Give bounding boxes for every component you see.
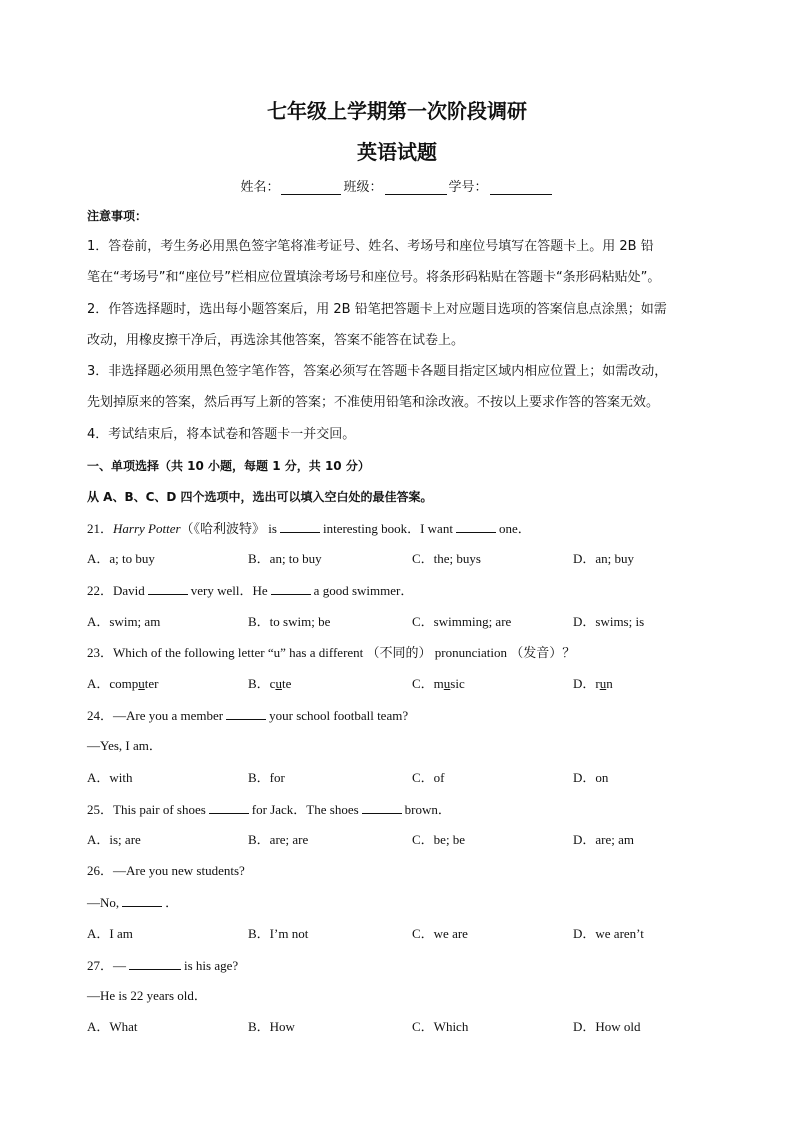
q25-blank-1 [209, 799, 249, 814]
q27-text-2: is his age? [184, 958, 239, 973]
q22-text-1: 22．David [87, 583, 145, 598]
exam-title: 七年级上学期第一次阶段调研 [267, 99, 527, 123]
note-4: 4．考试结束后，将本试卷和答题卡一并交回。 [87, 427, 356, 442]
note-1-line-2: 笔在“考场号”和“座位号”栏相应位置填涂考场号和座位号。将条形码粘贴在答题卡“条形码粘贴处”。 [87, 270, 661, 285]
q27-blank [129, 955, 181, 970]
question-24 [87, 705, 717, 726]
q21-option-d[interactable]: D．an; buy [573, 551, 635, 566]
q25-text-2: for Jack．The shoes [251, 802, 359, 817]
q26-answer-line [87, 892, 717, 913]
q23-c-post: sic [450, 676, 465, 691]
q23-c-pre: C．m [412, 676, 444, 691]
q24-text-1: 24．—Are you a member [87, 708, 224, 723]
q25-options [87, 830, 687, 850]
q26-text-2: ． [165, 895, 179, 910]
note-1-line-1: 1．答卷前，考生务必用黑色签字笔将准考证号、姓名、考场号和座位号填写在答题卡上。用 2B 铅 [87, 239, 654, 254]
q23-option-c[interactable] [412, 674, 465, 694]
q24-option-c[interactable]: C．of [412, 770, 445, 785]
q24-options [87, 768, 687, 788]
section-title: 一、单项选择（共 10 小题，每题 1 分，共 10 分） [87, 459, 370, 473]
q23-option-d[interactable] [573, 674, 613, 694]
q23-option-b[interactable] [248, 674, 291, 694]
note-3-line-1: 3．非选择题必须用黑色签字笔作答，答案必须写在答题卡各题目指定区域内相应位置上；如需改动， [87, 364, 668, 379]
note-3-line-2: 先划掉原来的答案，然后再写上新的答案；不准使用铅笔和涂改液。不按以上要求作答的答案无效。 [87, 395, 660, 410]
q21-option-a[interactable]: A．a; to buy [87, 551, 155, 566]
q25-blank-2 [362, 799, 402, 814]
q24-text-2: your school football team? [269, 708, 409, 723]
q25-option-c[interactable]: C．be; be [412, 832, 466, 847]
q27-option-d[interactable]: D．How old [573, 1019, 641, 1034]
class-label: 班级： [343, 180, 383, 195]
note-2-line-1: 2．作答选择题时，选出每小题答案后，用 2B 铅笔把答题卡上对应题目选项的答案信息点涂黑；如需 [87, 302, 667, 317]
q24-option-a[interactable]: A．with [87, 770, 133, 785]
q26-option-a[interactable]: A．I am [87, 926, 133, 941]
q23-a-post: ter [144, 676, 159, 691]
q21-options [87, 549, 687, 569]
q25-option-b[interactable]: B．are; are [248, 832, 309, 847]
q22-option-d[interactable]: D．swims; is [573, 614, 645, 629]
q23-b-letter: u [275, 676, 282, 691]
q21-option-c[interactable]: C．the; buys [412, 551, 481, 566]
q21-blank-2 [456, 518, 496, 533]
q22-option-a[interactable]: A．swim; am [87, 614, 161, 629]
q23-a-letter: u [138, 676, 145, 691]
q26-blank [122, 892, 162, 907]
student-info-row [0, 176, 794, 195]
q23-options [87, 674, 687, 694]
q26-options [87, 924, 687, 944]
q26-option-d[interactable]: D．we aren’t [573, 926, 644, 941]
q23-b-pre: B．c [248, 676, 276, 691]
q21-option-b[interactable]: B．an; to buy [248, 551, 322, 566]
q25-option-a[interactable]: A．is; are [87, 832, 141, 847]
q22-text-3: a good swimmer． [313, 583, 414, 598]
q25-option-d[interactable]: D．are; am [573, 832, 635, 847]
question-25 [87, 799, 717, 820]
q23-d-letter: u [599, 676, 607, 691]
q22-options [87, 612, 687, 632]
q24-option-b[interactable]: B．for [248, 770, 285, 785]
q23-d-post: n [606, 676, 613, 691]
q23-d-pre: D．r [573, 676, 600, 691]
q21-blank-1 [280, 518, 320, 533]
q22-text-2: very well．He [190, 583, 268, 598]
q24-option-d[interactable]: D．on [573, 770, 609, 785]
q27-option-a[interactable]: A．What [87, 1019, 138, 1034]
note-2-line-2: 改动，用橡皮擦干净后，再选涂其他答案，答案不能答在试卷上。 [87, 333, 465, 348]
question-27 [87, 955, 717, 976]
q25-text-1: 25．This pair of shoes [87, 802, 206, 817]
q25-text-3: brown． [404, 802, 451, 817]
q26-option-c[interactable]: C．we are [412, 926, 468, 941]
q22-option-c[interactable]: C．swimming; are [412, 614, 512, 629]
class-blank [385, 180, 447, 195]
q23-b-post: te [281, 676, 292, 691]
name-blank [281, 180, 341, 195]
name-label: 姓名： [240, 180, 280, 195]
question-22 [87, 580, 717, 601]
q24-blank [226, 705, 266, 720]
q27-option-b[interactable]: B．How [248, 1019, 295, 1034]
q27-options [87, 1017, 687, 1037]
q21-text-3: one． [498, 521, 531, 536]
q23-a-pre: A．comp [87, 676, 139, 691]
q21-text-1: （《哈利波特》 is [180, 521, 277, 536]
section-instruction: 从 A、B、C、D 四个选项中，选出可以填入空白处的最佳答案。 [87, 490, 433, 504]
id-label: 学号： [448, 180, 488, 195]
q23-c-letter: u [443, 676, 451, 691]
q22-blank-1 [148, 580, 188, 595]
q21-number: 21． [87, 521, 114, 536]
q23-option-a[interactable] [87, 674, 159, 694]
q27-option-c[interactable]: C．Which [412, 1019, 469, 1034]
q26-text-1: —No, [87, 895, 120, 910]
q24-answer-line: —Yes, I am． [87, 738, 162, 753]
id-blank [490, 180, 552, 195]
q22-blank-2 [271, 580, 311, 595]
q22-option-b[interactable]: B．to swim; be [248, 614, 331, 629]
notes-heading: 注意事项： [87, 209, 148, 223]
exam-subtitle: 英语试题 [357, 140, 437, 164]
q21-text-2: interesting book．I want [322, 521, 453, 536]
q27-text-1: 27．— [87, 958, 127, 973]
q21-book-title: Harry Potter [113, 521, 181, 536]
question-26: 26．—Are you new students? [87, 863, 245, 878]
q26-option-b[interactable]: B．I’m not [248, 926, 309, 941]
question-21 [87, 518, 717, 539]
q27-answer-line: —He is 22 years old． [87, 988, 207, 1003]
question-23: 23．Which of the following letter “u” has a different （不同的） pronunciation （发音）？ [87, 645, 576, 660]
